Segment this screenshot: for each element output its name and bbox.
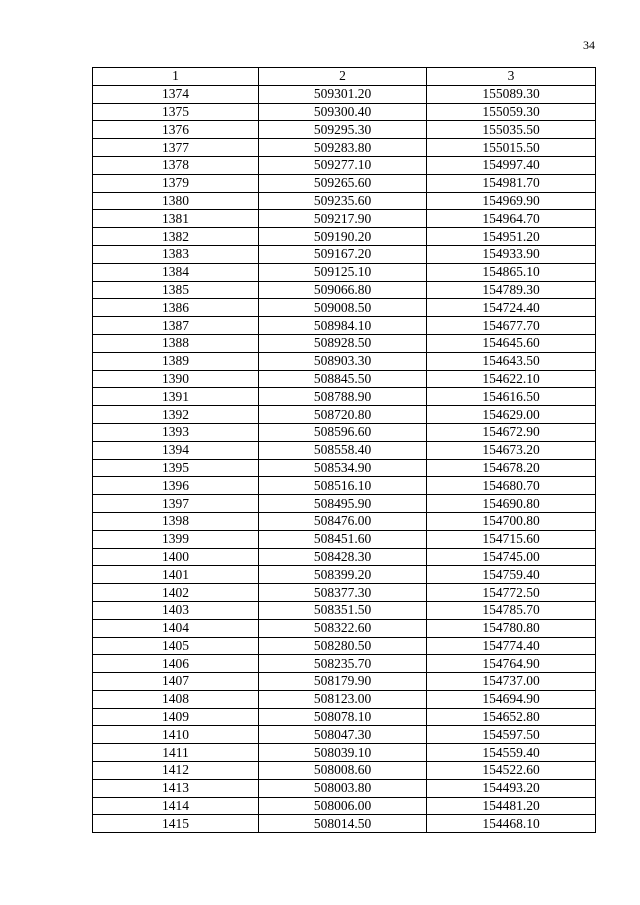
table-row [93,779,596,797]
point-number-cell: 1375 [93,103,259,121]
table-row [93,566,596,584]
x-coordinate-cell: 508377.30 [259,584,427,602]
point-number-cell: 1377 [93,139,259,157]
table-row [93,174,596,192]
y-coordinate-cell: 154865.10 [427,263,596,281]
x-coordinate-cell: 509066.80 [259,281,427,299]
x-coordinate-cell: 508179.90 [259,673,427,691]
x-coordinate-cell: 508984.10 [259,317,427,335]
point-number-cell: 1383 [93,245,259,263]
y-coordinate-cell: 154694.90 [427,690,596,708]
x-coordinate-cell: 508516.10 [259,477,427,495]
table-row [93,708,596,726]
x-coordinate-cell: 508451.60 [259,530,427,548]
table-row [93,495,596,513]
table-row [93,655,596,673]
point-number-cell: 1381 [93,210,259,228]
y-coordinate-cell: 154673.20 [427,441,596,459]
table-row [93,477,596,495]
header-col-2: 2 [259,68,427,86]
table-row [93,281,596,299]
table-row [93,530,596,548]
header-row [93,68,596,86]
table-row [93,726,596,744]
x-coordinate-cell: 508039.10 [259,744,427,762]
y-coordinate-cell: 154700.80 [427,512,596,530]
table-row [93,512,596,530]
point-number-cell: 1386 [93,299,259,317]
x-coordinate-cell: 508006.00 [259,797,427,815]
x-coordinate-cell: 509008.50 [259,299,427,317]
point-number-cell: 1388 [93,334,259,352]
point-number-cell: 1399 [93,530,259,548]
header-col-3: 3 [427,68,596,86]
point-number-cell: 1385 [93,281,259,299]
table-row [93,459,596,477]
x-coordinate-cell: 508476.00 [259,512,427,530]
point-number-cell: 1401 [93,566,259,584]
point-number-cell: 1415 [93,815,259,833]
x-coordinate-cell: 509167.20 [259,245,427,263]
y-coordinate-cell: 154616.50 [427,388,596,406]
table-row [93,245,596,263]
table-row [93,228,596,246]
point-number-cell: 1406 [93,655,259,673]
y-coordinate-cell: 154690.80 [427,495,596,513]
table-row [93,388,596,406]
y-coordinate-cell: 154764.90 [427,655,596,673]
x-coordinate-cell: 509300.40 [259,103,427,121]
table-row [93,637,596,655]
y-coordinate-cell: 154481.20 [427,797,596,815]
y-coordinate-cell: 154964.70 [427,210,596,228]
table-row [93,815,596,833]
x-coordinate-cell: 509295.30 [259,121,427,139]
x-coordinate-cell: 508399.20 [259,566,427,584]
y-coordinate-cell: 154622.10 [427,370,596,388]
y-coordinate-cell: 154645.60 [427,334,596,352]
y-coordinate-cell: 154522.60 [427,762,596,780]
x-coordinate-cell: 508322.60 [259,619,427,637]
x-coordinate-cell: 509235.60 [259,192,427,210]
y-coordinate-cell: 154468.10 [427,815,596,833]
y-coordinate-cell: 154677.70 [427,317,596,335]
point-number-cell: 1397 [93,495,259,513]
y-coordinate-cell: 154559.40 [427,744,596,762]
table-row [93,690,596,708]
x-coordinate-cell: 508720.80 [259,406,427,424]
table-row [93,192,596,210]
table-body [93,85,596,832]
table-row [93,762,596,780]
table-row [93,548,596,566]
point-number-cell: 1391 [93,388,259,406]
y-coordinate-cell: 154785.70 [427,601,596,619]
y-coordinate-cell: 154629.00 [427,406,596,424]
x-coordinate-cell: 508534.90 [259,459,427,477]
y-coordinate-cell: 154789.30 [427,281,596,299]
point-number-cell: 1395 [93,459,259,477]
x-coordinate-cell: 508428.30 [259,548,427,566]
y-coordinate-cell: 154724.40 [427,299,596,317]
x-coordinate-cell: 508928.50 [259,334,427,352]
point-number-cell: 1380 [93,192,259,210]
point-number-cell: 1396 [93,477,259,495]
table-row [93,263,596,281]
point-number-cell: 1389 [93,352,259,370]
x-coordinate-cell: 508558.40 [259,441,427,459]
table-row [93,317,596,335]
table-row [93,673,596,691]
table-row [93,619,596,637]
x-coordinate-cell: 509283.80 [259,139,427,157]
point-number-cell: 1414 [93,797,259,815]
point-number-cell: 1404 [93,619,259,637]
x-coordinate-cell: 508495.90 [259,495,427,513]
x-coordinate-cell: 508235.70 [259,655,427,673]
table-row [93,103,596,121]
coordinates-table [92,67,596,833]
table-row [93,406,596,424]
x-coordinate-cell: 509190.20 [259,228,427,246]
table-row [93,797,596,815]
point-number-cell: 1387 [93,317,259,335]
y-coordinate-cell: 154759.40 [427,566,596,584]
point-number-cell: 1412 [93,762,259,780]
y-coordinate-cell: 154780.80 [427,619,596,637]
table-row [93,156,596,174]
y-coordinate-cell: 154493.20 [427,779,596,797]
x-coordinate-cell: 508788.90 [259,388,427,406]
y-coordinate-cell: 154969.90 [427,192,596,210]
x-coordinate-cell: 508280.50 [259,637,427,655]
point-number-cell: 1411 [93,744,259,762]
x-coordinate-cell: 508014.50 [259,815,427,833]
table-row [93,352,596,370]
point-number-cell: 1409 [93,708,259,726]
point-number-cell: 1413 [93,779,259,797]
y-coordinate-cell: 154745.00 [427,548,596,566]
x-coordinate-cell: 509277.10 [259,156,427,174]
point-number-cell: 1398 [93,512,259,530]
point-number-cell: 1382 [93,228,259,246]
y-coordinate-cell: 154772.50 [427,584,596,602]
x-coordinate-cell: 509265.60 [259,174,427,192]
point-number-cell: 1410 [93,726,259,744]
y-coordinate-cell: 155089.30 [427,85,596,103]
x-coordinate-cell: 508596.60 [259,423,427,441]
point-number-cell: 1403 [93,601,259,619]
y-coordinate-cell: 154737.00 [427,673,596,691]
x-coordinate-cell: 508003.80 [259,779,427,797]
table-row [93,584,596,602]
header-col-1: 1 [93,68,259,86]
y-coordinate-cell: 154981.70 [427,174,596,192]
x-coordinate-cell: 508845.50 [259,370,427,388]
point-number-cell: 1405 [93,637,259,655]
x-coordinate-cell: 508078.10 [259,708,427,726]
page-number: 34 [583,38,595,52]
x-coordinate-cell: 508903.30 [259,352,427,370]
point-number-cell: 1392 [93,406,259,424]
table-row [93,423,596,441]
y-coordinate-cell: 154997.40 [427,156,596,174]
y-coordinate-cell: 154715.60 [427,530,596,548]
table-row [93,441,596,459]
table-header [93,68,596,86]
y-coordinate-cell: 154933.90 [427,245,596,263]
point-number-cell: 1379 [93,174,259,192]
point-number-cell: 1374 [93,85,259,103]
x-coordinate-cell: 509217.90 [259,210,427,228]
point-number-cell: 1402 [93,584,259,602]
point-number-cell: 1393 [93,423,259,441]
x-coordinate-cell: 508351.50 [259,601,427,619]
y-coordinate-cell: 154672.90 [427,423,596,441]
x-coordinate-cell: 509125.10 [259,263,427,281]
table-row [93,299,596,317]
y-coordinate-cell: 154774.40 [427,637,596,655]
y-coordinate-cell: 154678.20 [427,459,596,477]
table-row [93,744,596,762]
point-number-cell: 1378 [93,156,259,174]
point-number-cell: 1408 [93,690,259,708]
table-row [93,85,596,103]
y-coordinate-cell: 154652.80 [427,708,596,726]
point-number-cell: 1384 [93,263,259,281]
table-row [93,210,596,228]
point-number-cell: 1376 [93,121,259,139]
point-number-cell: 1400 [93,548,259,566]
table-row [93,139,596,157]
table-row [93,334,596,352]
y-coordinate-cell: 155035.50 [427,121,596,139]
y-coordinate-cell: 154951.20 [427,228,596,246]
point-number-cell: 1394 [93,441,259,459]
x-coordinate-cell: 508047.30 [259,726,427,744]
y-coordinate-cell: 155015.50 [427,139,596,157]
table-row [93,601,596,619]
x-coordinate-cell: 508123.00 [259,690,427,708]
y-coordinate-cell: 154680.70 [427,477,596,495]
y-coordinate-cell: 154597.50 [427,726,596,744]
table-row [93,370,596,388]
y-coordinate-cell: 154643.50 [427,352,596,370]
point-number-cell: 1390 [93,370,259,388]
y-coordinate-cell: 155059.30 [427,103,596,121]
x-coordinate-cell: 508008.60 [259,762,427,780]
table-row [93,121,596,139]
x-coordinate-cell: 509301.20 [259,85,427,103]
point-number-cell: 1407 [93,673,259,691]
